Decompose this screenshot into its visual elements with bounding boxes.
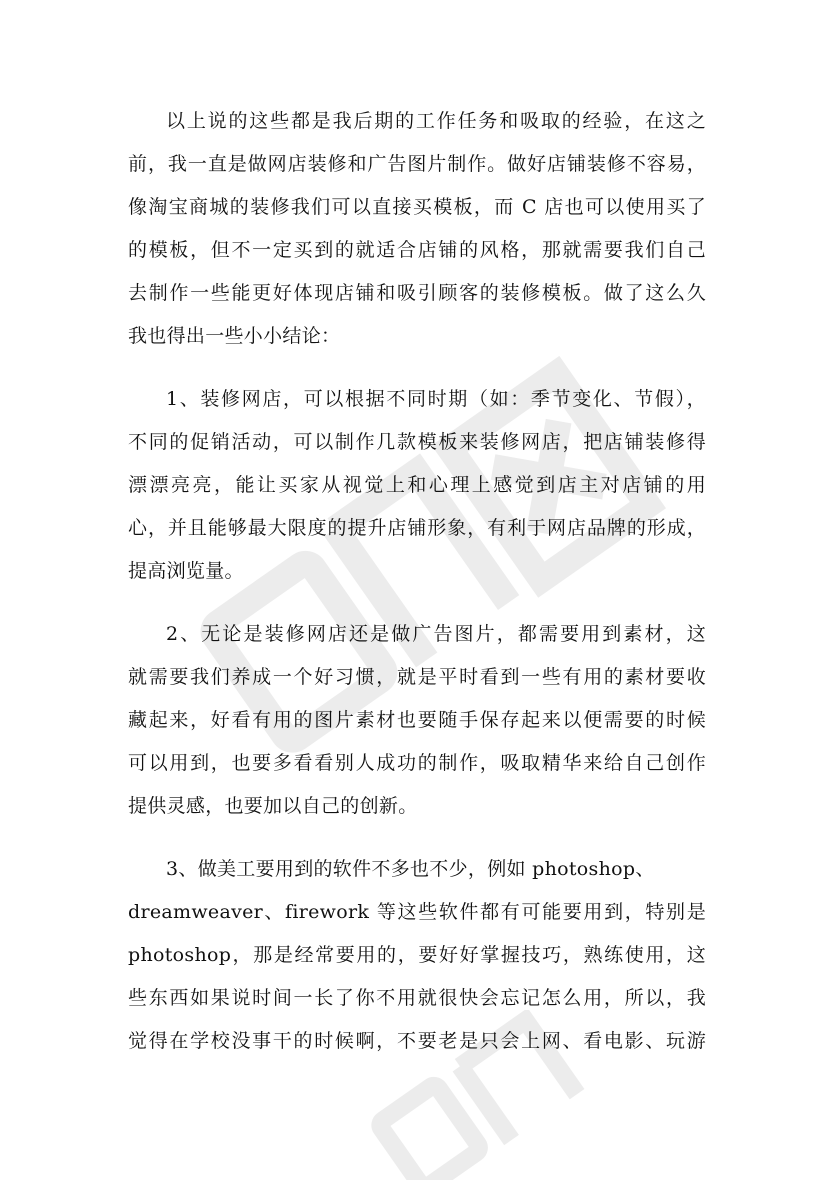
text-line: 觉得在学校没事干的时候啊，不要老是只会上网、看电影、玩游 bbox=[128, 1030, 706, 1052]
text-line: 提高浏览量。 bbox=[128, 560, 244, 582]
text-line: photoshop，那是经常要用的，要好好掌握技巧，熟练使用，这 bbox=[128, 944, 706, 966]
text-line: 不同的促销活动，可以制作几款模板来装修网店，把店铺装修得 bbox=[128, 431, 706, 453]
text-line: 些东西如果说时间一长了你不用就很快会忘记怎么用，所以，我 bbox=[128, 987, 706, 1009]
text-line: 像淘宝商城的装修我们可以直接买模板，而 C 店也可以使用买了 bbox=[128, 196, 706, 218]
text-line: 就需要我们养成一个好习惯，就是平时看到一些有用的素材要收 bbox=[128, 666, 706, 688]
text-line: 2、无论是装修网店还是做广告图片，都需要用到素材，这 bbox=[166, 623, 706, 645]
text-line: 1、装修网店，可以根据不同时期（如：季节变化、节假）， bbox=[166, 388, 706, 410]
text-line: 藏起来，好看有用的图片素材也要随手保存起来以便需要的时候 bbox=[128, 709, 706, 731]
text-line: 3、做美工要用到的软件不多也不少，例如 photoshop、 bbox=[166, 858, 655, 880]
text-line: 去制作一些能更好体现店铺和吸引顾客的装修模板。做了这么久 bbox=[128, 282, 706, 304]
text-line: 我也得出一些小小结论： bbox=[128, 325, 341, 347]
text-line: 以上说的这些都是我后期的工作任务和吸取的经验，在这之 bbox=[166, 110, 706, 132]
text-line: 可以用到，也要多看看别人成功的制作，吸取精华来给自己创作 bbox=[128, 752, 706, 774]
text-line: 提供灵感，也要加以自己的创新。 bbox=[128, 795, 418, 817]
text-line: 漂漂亮亮，能让买家从视觉上和心理上感觉到店主对店铺的用 bbox=[128, 474, 706, 496]
text-line: 的模板，但不一定买到的就适合店铺的风格，那就需要我们自己 bbox=[128, 239, 706, 261]
text-line: 前，我一直是做网店装修和广告图片制作。做好店铺装修不容易， bbox=[128, 153, 706, 175]
text-line: 心，并且能够最大限度的提升店铺形象，有利于网店品牌的形成， bbox=[128, 517, 706, 539]
text-line: dreamweaver、firework 等这些软件都有可能要用到，特别是 bbox=[128, 901, 706, 923]
